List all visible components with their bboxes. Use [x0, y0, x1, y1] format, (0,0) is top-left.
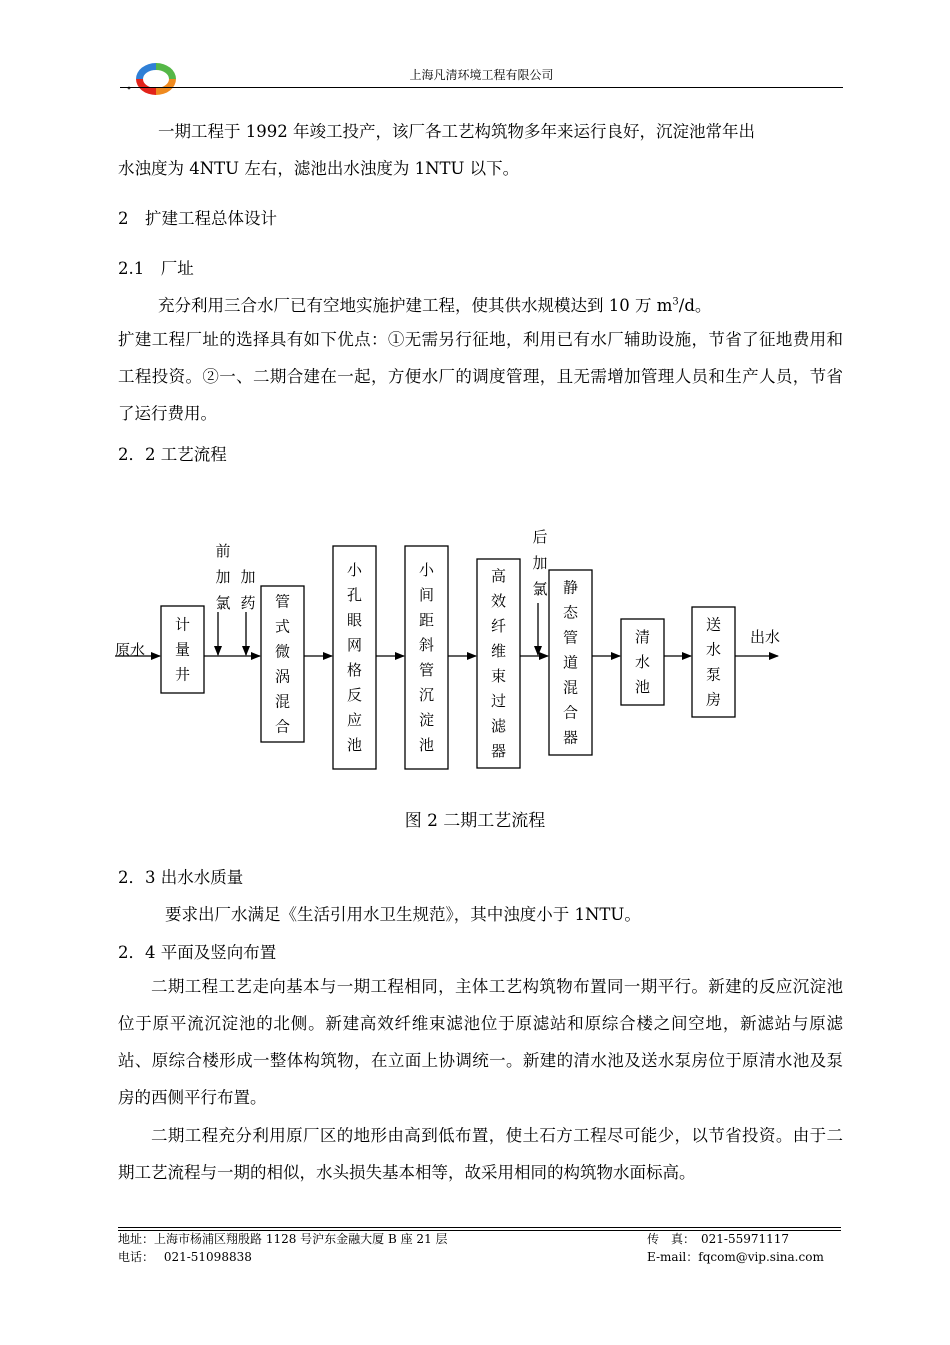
box-5-char: 器: [562, 728, 579, 747]
pre-chlorine-label: 前: [215, 542, 231, 560]
box-5-char: 态: [562, 603, 579, 622]
box-3-char: 淀: [418, 711, 435, 729]
box-1-char: 合: [274, 717, 291, 736]
footer-fax: 传 真： 021-55971117: [647, 1232, 790, 1246]
para6: 二期工程充分利用原厂区的地形由高到低布置，使土石方工程尽可能少，以节省投资。由于二期工艺流程与一期的相似，水头损失基本相等，故采用相同的构筑物水面标高。: [118, 1126, 843, 1182]
box-2-char: 小: [346, 561, 363, 579]
box-3-char: 沉: [418, 686, 435, 704]
section-2-2-title: 2．2 工艺流程: [118, 445, 227, 464]
section-2-3-title: 2．3 出水水质量: [118, 868, 244, 887]
box-4-char: 效: [490, 592, 507, 610]
box-5-char: 管: [562, 628, 579, 647]
para5: 二期工程工艺走向基本与一期工程相同，主体工艺构筑物布置同一期平行。新建的反应沉淀池位于原平流沉淀池的北侧。新建高效纤维束滤池位于原滤站和原综合楼之间空地，新滤站与原滤站、原综合楼形成一整体构筑物，在立面上协调统一。新建的清水池及送水泵房位于原清水池及泵房的西侧平行布置。: [118, 977, 843, 1107]
box-2-char: 格: [346, 661, 363, 679]
pre-chlorine-label: 加: [215, 568, 231, 586]
box-fiber-filter: [477, 559, 520, 768]
box-6-char: 池: [634, 678, 651, 696]
box-7-char: 水: [705, 640, 722, 659]
footer-phone: 电话： 021-51098838: [118, 1250, 252, 1264]
add-drug-label: 药: [240, 594, 256, 612]
header-rule: [120, 87, 843, 88]
output-label: 出水: [749, 628, 781, 646]
post-chlorine-label: 氯: [532, 580, 548, 598]
box-5-char: 道: [562, 653, 579, 672]
box-1-char: 混: [274, 692, 291, 711]
box-1-char: 涡: [274, 667, 291, 686]
box-3-char: 池: [418, 736, 435, 754]
box-0-char: 计: [174, 615, 191, 634]
box-2-char: 孔: [346, 586, 363, 604]
box-2-char: 应: [346, 711, 363, 729]
post-chlorine-label: 后: [532, 528, 548, 546]
box-6-char: 清: [634, 628, 651, 646]
process-flow-diagram: [110, 525, 790, 775]
box-4-char: 器: [490, 742, 507, 760]
footer-address: 地址：上海市杨浦区翔殷路 1128 号沪东金融大厦 B 座 21 层: [118, 1232, 448, 1246]
add-drug-label: 加: [240, 568, 256, 586]
box-0-char: 井: [174, 665, 191, 684]
box-3-char: 管: [418, 661, 435, 679]
box-3-char: 斜: [418, 636, 435, 654]
section-2-4-title: 2．4 平面及竖向布置: [118, 943, 277, 962]
section-2-title: 2 扩建工程总体设计: [118, 209, 277, 228]
header-company-name: 上海凡清环境工程有限公司: [409, 68, 554, 82]
para4: 要求出厂水满足《生活引用水卫生规范》，其中浊度小于 1NTU。: [165, 905, 641, 924]
footer-email: E-mail：fqcom@vip.sina.com: [647, 1250, 824, 1264]
box-4-char: 纤: [490, 617, 507, 635]
box-2-char: 池: [346, 736, 363, 754]
box-2-char: 反: [346, 686, 363, 704]
para2: 充分利用三合水厂已有空地实施护建工程，使其供水规模达到 10 万 $m^3/d$。: [158, 296, 712, 315]
box-3-char: 小: [418, 561, 435, 579]
box-4-char: 过: [490, 692, 507, 710]
box-4-char: 滤: [490, 717, 507, 735]
para1-line1: 一期工程于 1992 年竣工投产，该厂各工艺构筑物多年来运行良好，沉淀池常年出: [158, 122, 755, 141]
para1-line2: 水浊度为 4NTU 左右，滤池出水浊度为 1NTU 以下。: [118, 159, 520, 178]
box-7-char: 送: [705, 615, 722, 634]
box-0-char: 量: [174, 640, 191, 659]
box-5-char: 混: [562, 678, 579, 697]
pre-chlorine-label: 氯: [215, 594, 231, 612]
box-7-char: 房: [705, 690, 722, 709]
box-5-char: 合: [562, 703, 579, 722]
post-chlorine-label: 加: [532, 554, 548, 572]
input-label: 原水: [114, 641, 146, 659]
box-3-char: 距: [418, 611, 435, 629]
footer-rule-top: [118, 1227, 841, 1228]
box-6-char: 水: [634, 653, 651, 671]
box-1-char: 式: [274, 617, 291, 636]
box-3-char: 间: [418, 586, 435, 604]
box-1-char: 管: [274, 592, 291, 611]
box-4-char: 维: [490, 642, 507, 660]
section-2-1-title: 2.1 厂址: [118, 259, 194, 278]
para3: 扩建工程厂址的选择具有如下优点：①无需另行征地，利用已有水厂辅助设施，节省了征地费用和工程投资。②一、二期合建在一起，方便水厂的调度管理，且无需增加管理人员和生产人员，节省了运行费用。: [118, 330, 843, 423]
box-5-char: 静: [562, 578, 579, 597]
box-2-char: 眼: [346, 611, 363, 629]
box-1-char: 微: [274, 642, 291, 661]
box-4-char: 高: [490, 567, 507, 585]
box-4-char: 束: [490, 667, 507, 685]
figure-caption: 图 2 二期工艺流程: [404, 811, 546, 831]
box-2-char: 网: [346, 636, 363, 654]
box-7-char: 泵: [705, 665, 722, 684]
